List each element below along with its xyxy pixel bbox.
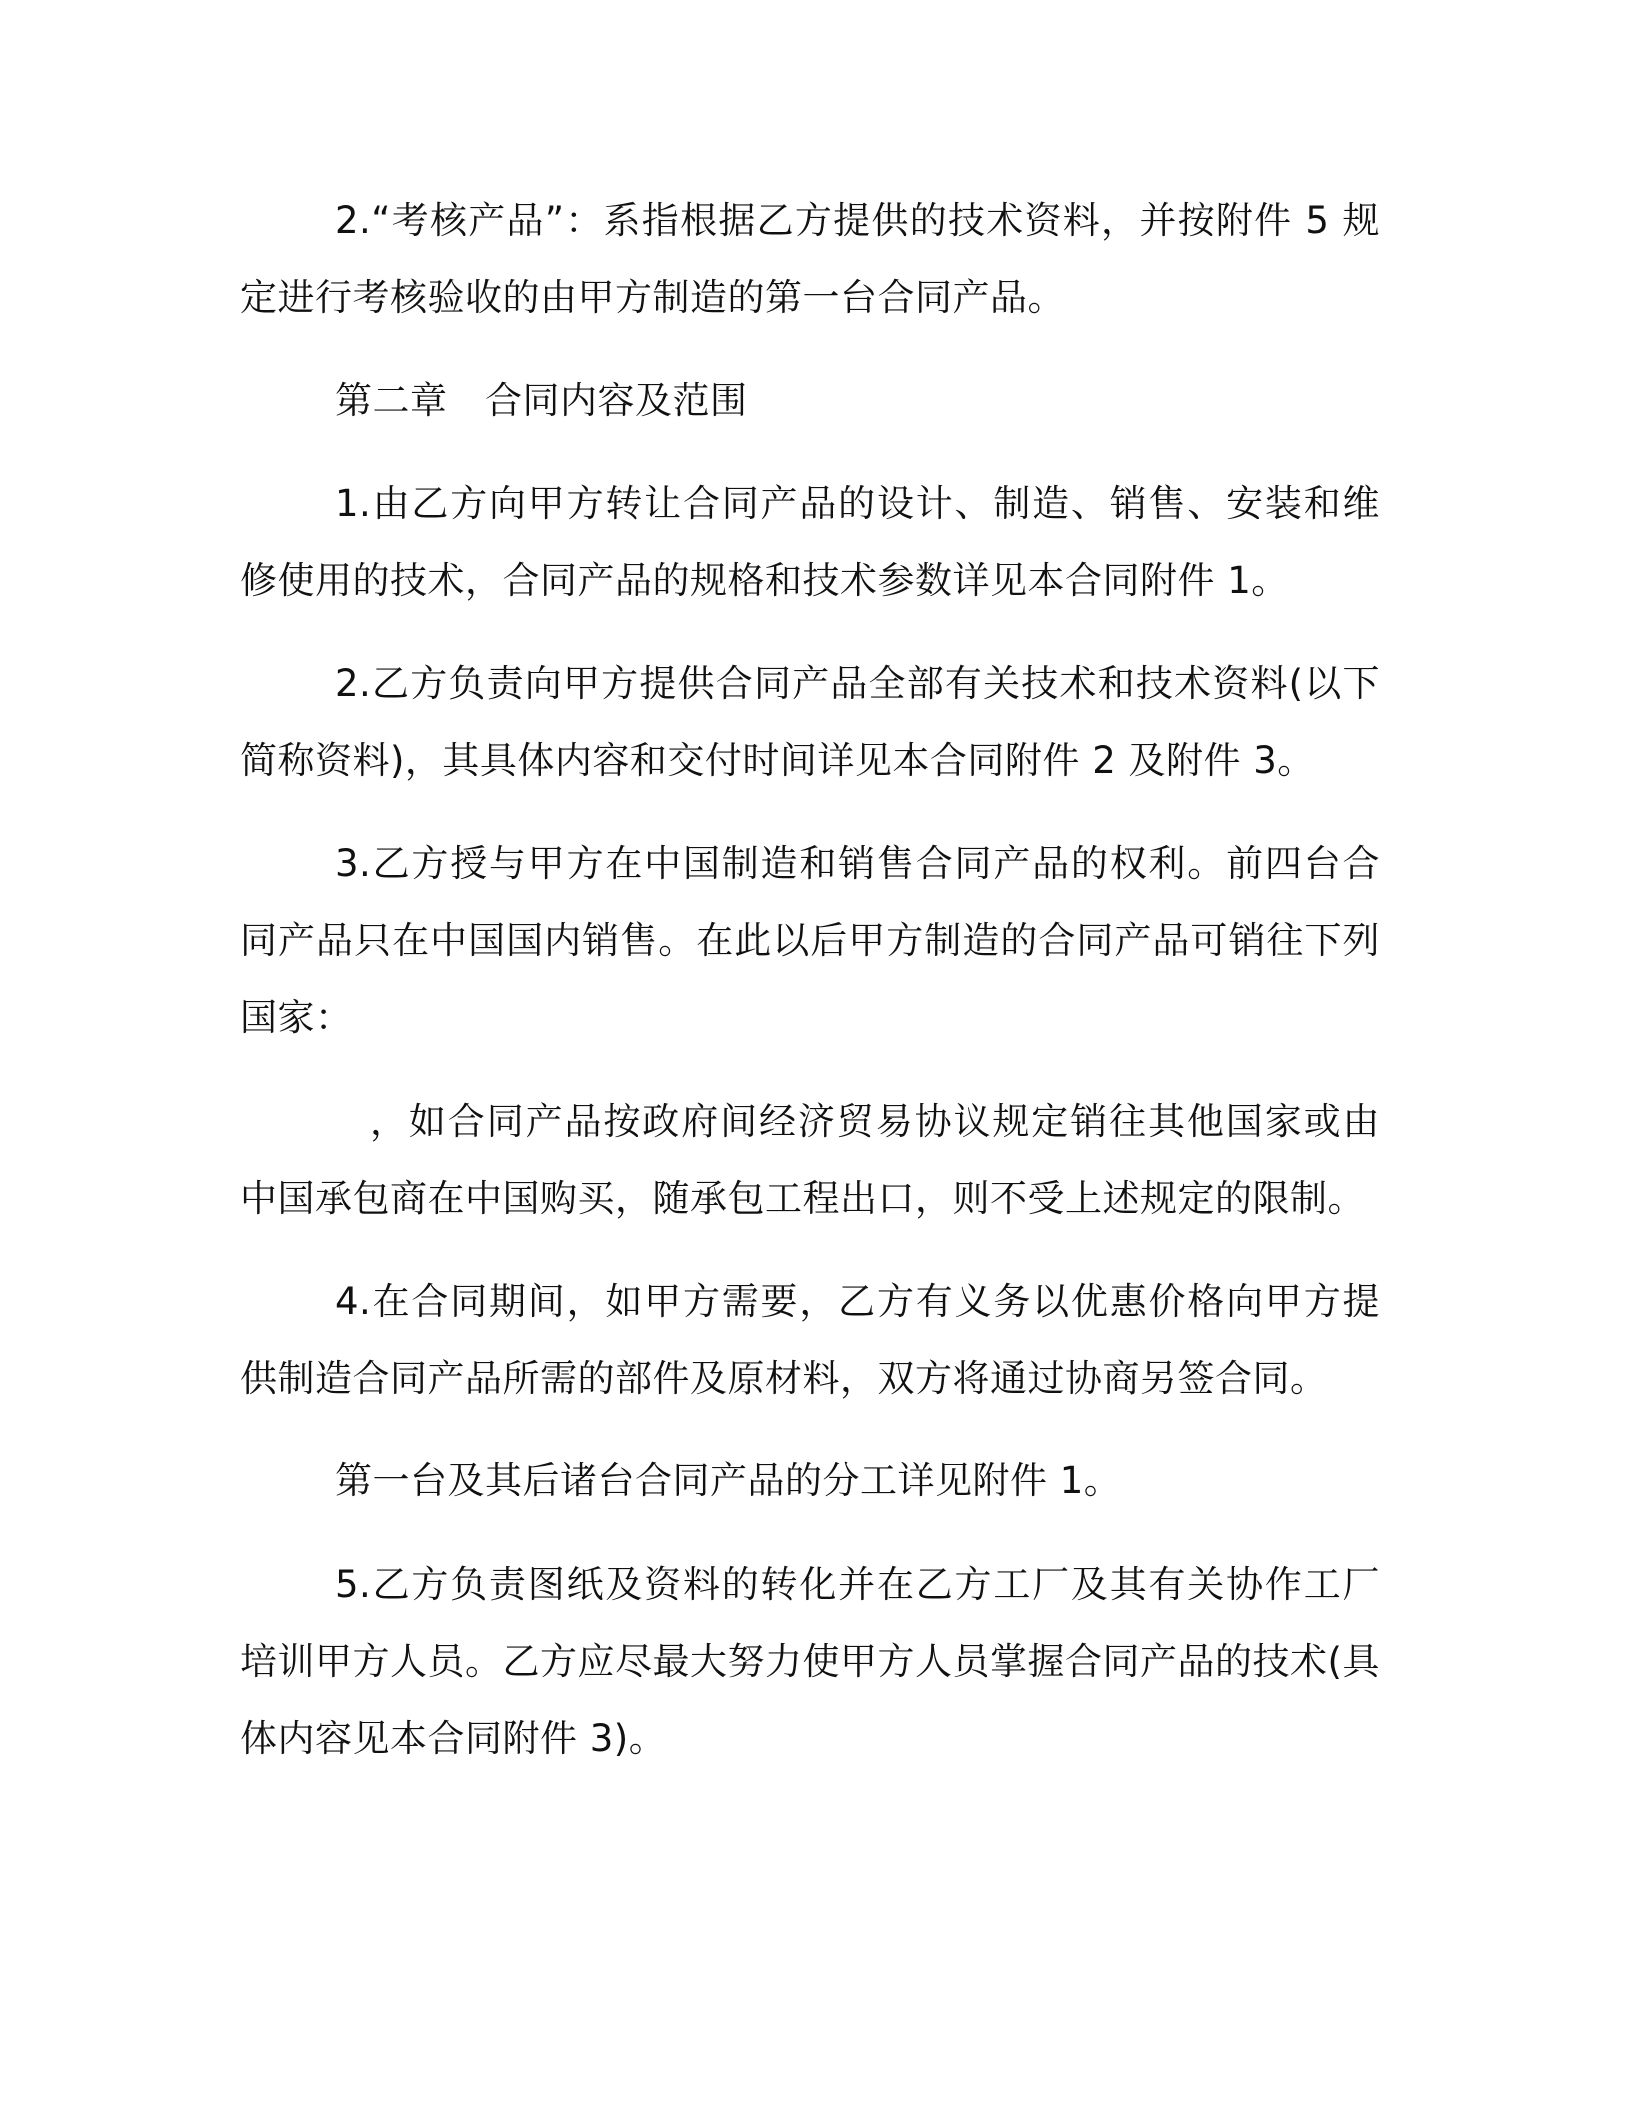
paragraph-division-of-work: 第一台及其后诸台合同产品的分工详见附件 1。 <box>335 1459 1122 1502</box>
chapter-two-heading: 第二章 合同内容及范围 <box>335 379 748 422</box>
paragraph-clause-3-exception: ，如合同产品按政府间经济贸易协议规定销往其他国家或由中国承包商在中国购买，随承包工程出口，则不受上述规定的限制。 <box>240 1100 1380 1220</box>
paragraph-clause-2: 2.乙方负责向甲方提供合同产品全部有关技术和技术资料(以下简称资料)，其具体内容和交付时间详见本合同附件 2 及附件 3。 <box>240 662 1380 782</box>
paragraph-clause-5: 5.乙方负责图纸及资料的转化并在乙方工厂及其有关协作工厂培训甲方人员。乙方应尽最大努力使甲方人员掌握合同产品的技术(具体内容见本合同附件 3)。 <box>240 1563 1380 1760</box>
paragraph-clause-1: 1.由乙方向甲方转让合同产品的设计、制造、销售、安装和维修使用的技术，合同产品的规格和技术参数详见本合同附件 1。 <box>240 482 1380 602</box>
paragraph-clause-4: 4.在合同期间，如甲方需要，乙方有义务以优惠价格向甲方提供制造合同产品所需的部件及原材料，双方将通过协商另签合同。 <box>240 1280 1380 1400</box>
paragraph-clause-3: 3.乙方授与甲方在中国制造和销售合同产品的权利。前四台合同产品只在中国国内销售。在此以后甲方制造的合同产品可销往下列国家： <box>240 842 1380 1039</box>
paragraph-assessment-product-definition: 2.“考核产品”：系指根据乙方提供的技术资料，并按附件 5 规定进行考核验收的由甲方制造的第一台合同产品。 <box>240 199 1380 319</box>
